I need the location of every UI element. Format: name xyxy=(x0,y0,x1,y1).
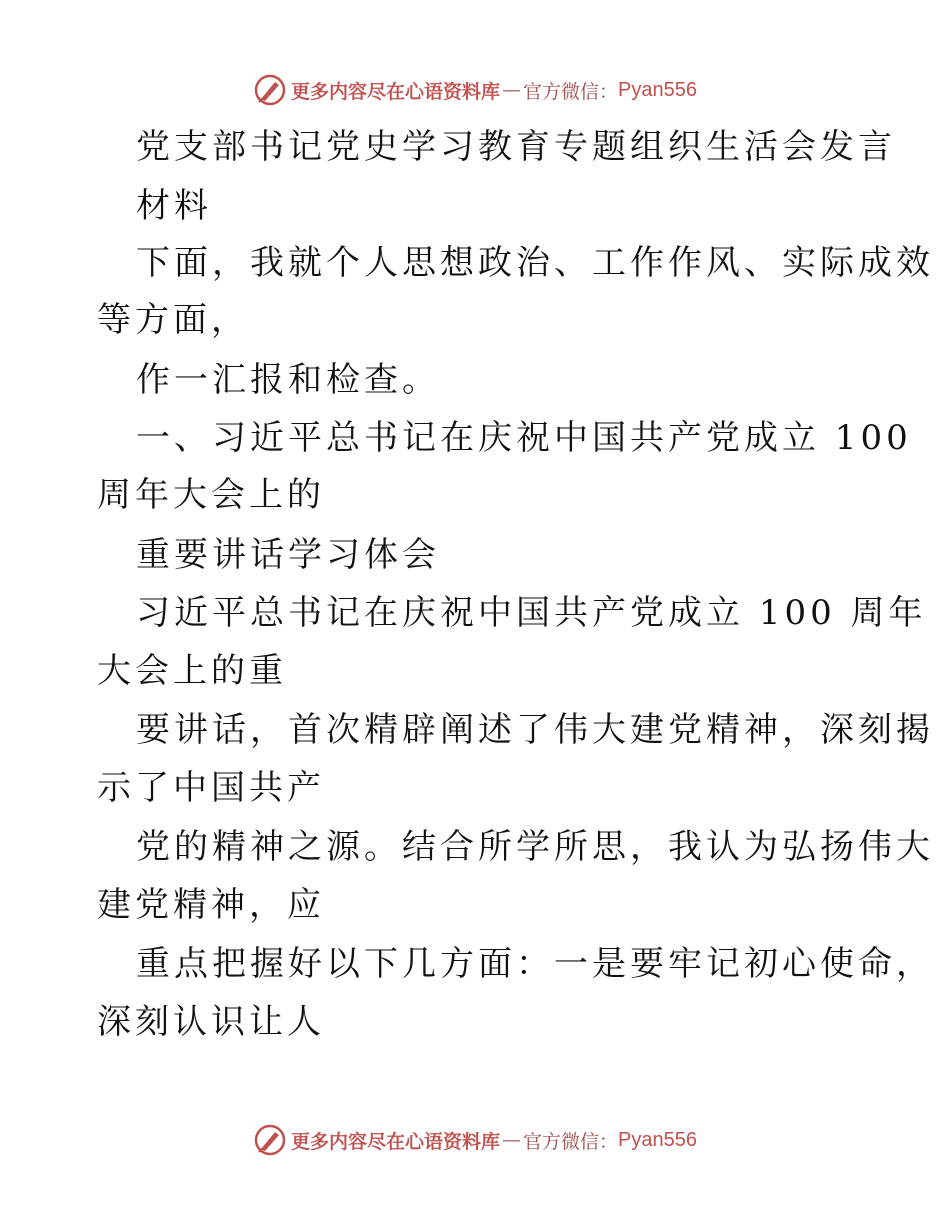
document-title-line-2: 材料 xyxy=(136,186,212,226)
paragraph-line: 建党精神，应 xyxy=(97,885,325,925)
document-title-line-1: 党支部书记党史学习教育专题组织生活会发言 xyxy=(136,127,896,167)
paragraph-line: 习近平总书记在庆祝中国共产党成立 100 周年 xyxy=(136,593,927,633)
paragraph-line: 作一汇报和检查。 xyxy=(136,360,440,400)
paragraph-line: 重点把握好以下几方面：一是要牢记初心使命， xyxy=(136,944,934,984)
watermark-wechat-label: 官方微信： xyxy=(523,80,619,103)
paragraph-line: 示了中国共产 xyxy=(97,768,325,808)
watermark-wechat-label: 官方微信： xyxy=(523,1130,619,1153)
section-heading-line: 重要讲话学习体会 xyxy=(136,535,440,575)
header-watermark-banner xyxy=(0,70,950,110)
watermark-brand-text: 更多内容尽在心语资料库 xyxy=(291,80,501,103)
paragraph-line: 大会上的重 xyxy=(97,651,287,691)
footer-watermark-banner xyxy=(0,1120,950,1160)
section-heading-line: 一、习近平总书记在庆祝中国共产党成立 100 xyxy=(136,418,912,458)
quill-pen-circle-icon xyxy=(253,1123,287,1157)
watermark-wechat-id: Pyan556 xyxy=(618,1128,697,1151)
section-heading-line: 周年大会上的 xyxy=(97,475,325,515)
paragraph-line: 要讲话，首次精辟阐述了伟大建党精神，深刻揭 xyxy=(136,710,934,750)
watermark-wechat-id: Pyan556 xyxy=(618,78,697,101)
quill-pen-circle-icon xyxy=(253,73,287,107)
watermark-dash: — xyxy=(502,79,522,101)
paragraph-line: 等方面， xyxy=(97,300,249,340)
paragraph-line: 深刻认识让人 xyxy=(97,1002,325,1042)
paragraph-line: 党的精神之源。结合所学所思，我认为弘扬伟大 xyxy=(136,827,934,867)
watermark-dash: — xyxy=(502,1129,522,1151)
watermark-brand-text: 更多内容尽在心语资料库 xyxy=(291,1130,501,1153)
paragraph-line: 下面，我就个人思想政治、工作作风、实际成效 xyxy=(136,243,934,283)
